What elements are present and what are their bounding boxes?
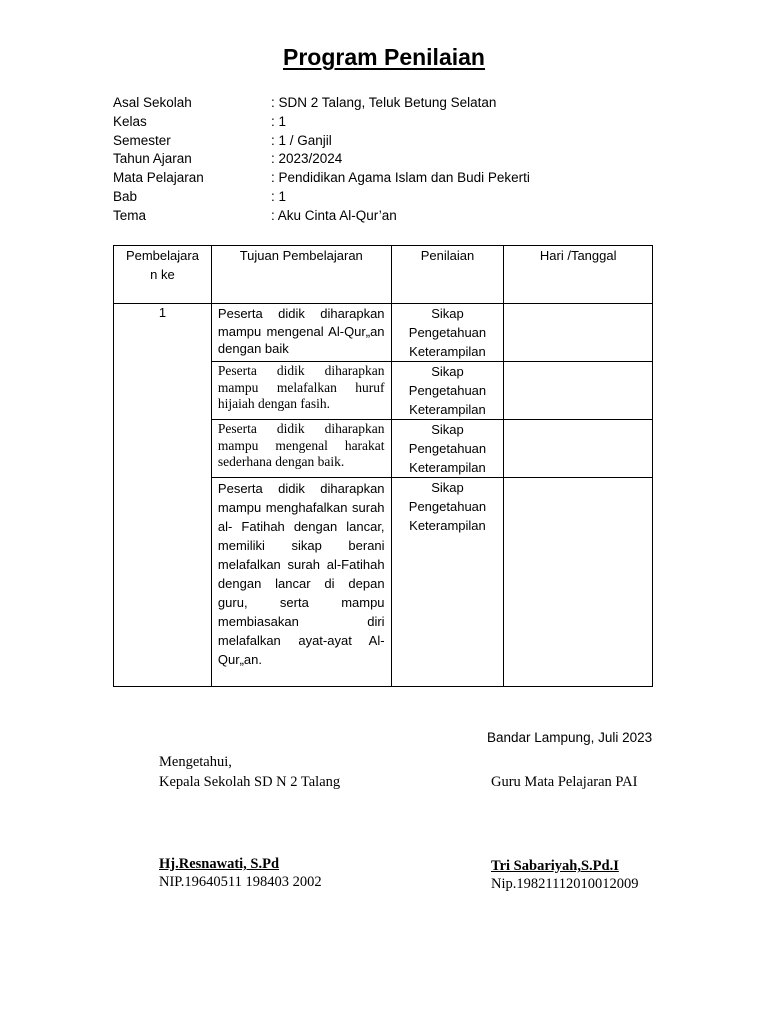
goal-cell — [211, 304, 391, 362]
headmaster-nip: NIP.19640511 198403 2002 — [159, 874, 322, 890]
assessment-cell — [391, 478, 504, 687]
date-cell — [504, 420, 653, 478]
header-assessment: Penilaian — [391, 246, 504, 304]
table-row — [114, 304, 653, 362]
goal-cell — [211, 478, 391, 687]
info-row-semester — [113, 132, 530, 151]
assessment-skill: Keterampilan — [409, 344, 486, 359]
goal-text: Peserta didik diharapkan mampu menghafalkan surah al- Fatihah dengan lancar, memiliki sikap berani melafalkan surah al-Fatihah dengan lancar di depan guru, serta mampu membiasakan diri melafalkan ayat-ayat Al-Qur„an. — [217, 481, 385, 667]
header-date: Hari /Tanggal — [504, 246, 653, 304]
info-value: : 2023/2024 — [271, 151, 343, 167]
assessment-cell — [391, 362, 504, 420]
assessment-attitude: Sikap — [431, 422, 464, 437]
info-label: Bab — [113, 188, 138, 204]
info-value: : 1 — [271, 113, 287, 129]
assessment-knowledge: Pengetahuan — [408, 499, 487, 514]
info-label: Mata Pelajaran — [113, 170, 204, 186]
date-cell — [504, 362, 653, 420]
assessment-attitude: Sikap — [431, 480, 464, 495]
teacher-name: Tri Sabariyah,S.Pd.I — [491, 858, 619, 874]
assessment-table — [113, 245, 653, 687]
signature-right — [491, 772, 637, 792]
info-label: Tema — [113, 207, 147, 223]
info-block — [113, 94, 530, 226]
lesson-number: 1 — [114, 304, 212, 687]
goal-cell — [211, 420, 391, 478]
acknowledge-label: Mengetahui, — [159, 754, 232, 770]
table-header-row — [114, 246, 653, 304]
info-row-school — [113, 94, 530, 113]
info-label: Semester — [113, 132, 171, 148]
info-value: : SDN 2 Talang, Teluk Betung Selatan — [271, 95, 497, 110]
assessment-skill: Keterampilan — [409, 460, 486, 475]
assessment-cell — [391, 304, 504, 362]
info-row-chapter — [113, 188, 530, 207]
info-row-subject — [113, 169, 530, 188]
date-cell — [504, 478, 653, 687]
goal-cell — [211, 362, 391, 420]
header-lesson-number: Pembelajaran ke — [114, 246, 212, 304]
assessment-skill: Keterampilan — [409, 518, 486, 533]
assessment-knowledge: Pengetahuan — [408, 325, 487, 340]
info-label: Tahun Ajaran — [113, 151, 192, 167]
teacher-nip: Nip.19821112010012009 — [491, 876, 639, 892]
info-row-theme — [113, 207, 530, 226]
goal-text: Peserta didik diharapkan mampu mengenal Al-Qur„an dengan baik — [217, 306, 385, 356]
headmaster-title: Kepala Sekolah SD N 2 Talang — [159, 774, 341, 790]
assessment-knowledge: Pengetahuan — [408, 383, 487, 398]
info-row-year — [113, 150, 530, 169]
info-row-class — [113, 113, 530, 132]
info-value: : Pendidikan Agama Islam dan Budi Pekerti — [271, 170, 530, 186]
date-cell — [504, 304, 653, 362]
place-date: Bandar Lampung, Juli 2023 — [487, 730, 653, 745]
info-label: Asal Sekolah — [113, 95, 192, 110]
teacher-title: Guru Mata Pelajaran PAI — [491, 774, 638, 790]
page-title: Program Penilaian — [283, 44, 485, 70]
info-value: : Aku Cinta Al-Qur’an — [271, 207, 397, 223]
assessment-attitude: Sikap — [431, 306, 464, 321]
assessment-knowledge: Pengetahuan — [408, 441, 487, 456]
goal-text: Peserta didik diharapkan mampu melafalkan huruf hijaiah dengan fasih. — [217, 363, 385, 411]
info-label: Kelas — [113, 113, 147, 129]
goal-text: Peserta didik diharapkan mampu mengenal harakat sederhana dengan baik. — [217, 421, 385, 469]
header-learning-goal: Tujuan Pembelajaran — [211, 246, 391, 304]
info-value: : 1 — [271, 188, 287, 204]
assessment-attitude: Sikap — [431, 364, 464, 379]
signature-left — [159, 752, 340, 792]
assessment-cell — [391, 420, 504, 478]
info-value: : 1 / Ganjil — [271, 132, 332, 148]
assessment-skill: Keterampilan — [409, 402, 486, 417]
headmaster-name: Hj.Resnawati, S.Pd — [159, 856, 280, 872]
